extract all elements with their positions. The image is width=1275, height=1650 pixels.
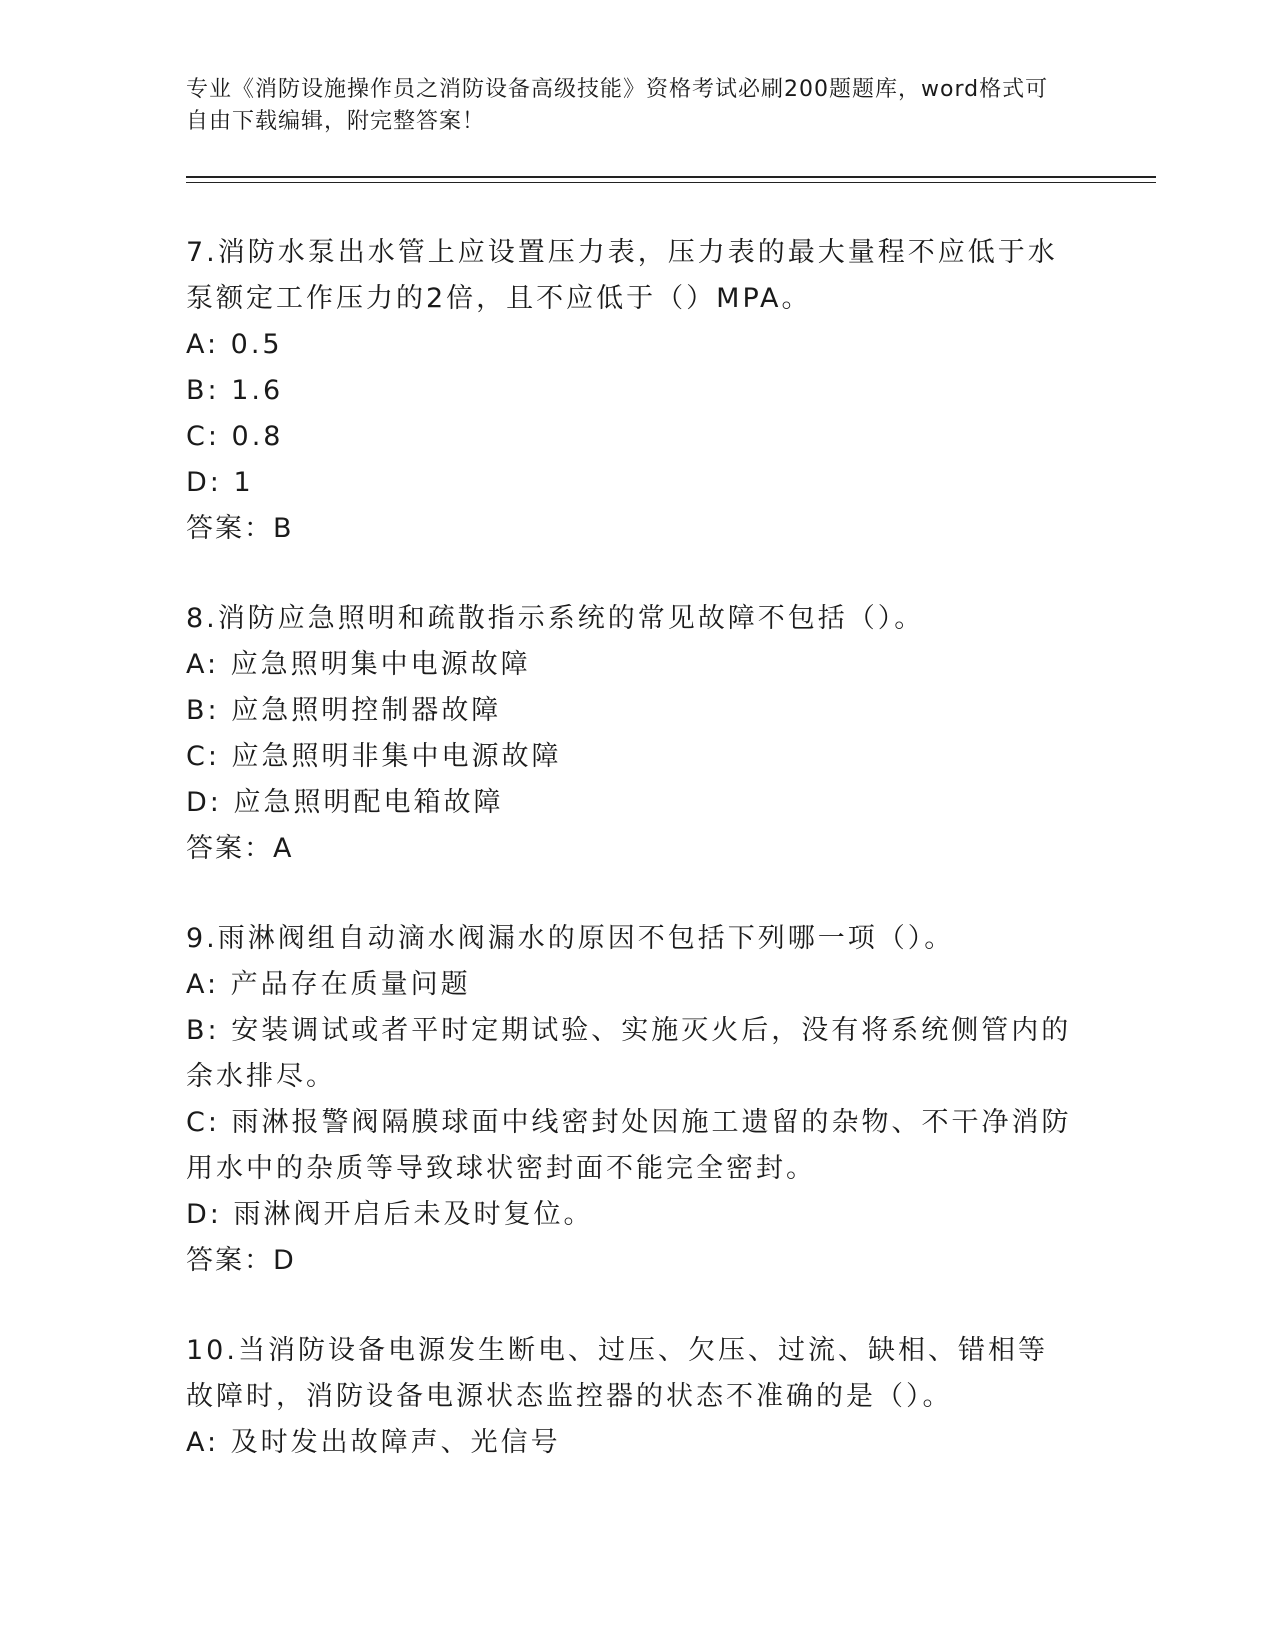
- option-d: D: 1: [186, 467, 254, 498]
- question-list: [186, 230, 1076, 1466]
- answer-text: 答案：A: [186, 833, 294, 864]
- question-9: [186, 916, 1076, 1284]
- question-gap: [186, 1284, 1076, 1328]
- question-10: [186, 1328, 1076, 1466]
- question-gap: [186, 872, 1076, 916]
- header-divider-thick: [186, 176, 1156, 178]
- option-b: B: 应急照明控制器故障: [186, 695, 502, 726]
- option-a: A: 产品存在质量问题: [186, 969, 471, 1000]
- option-a: A: 应急照明集中电源故障: [186, 649, 531, 680]
- question-7: [186, 230, 1076, 552]
- question-stem: 8.消防应急照明和疏散指示系统的常见故障不包括（）。: [186, 603, 925, 634]
- question-stem: 9.雨淋阀组自动滴水阀漏水的原因不包括下列哪一项（）。: [186, 923, 955, 954]
- document-header: 专业《消防设施操作员之消防设备高级技能》资格考试必刷200题题库，word格式可自由下载编辑，附完整答案！: [186, 77, 1049, 134]
- header-divider-thin: [186, 182, 1156, 183]
- option-c: C: 应急照明非集中电源故障: [186, 741, 562, 772]
- question-8: [186, 596, 1076, 872]
- answer-text: 答案：B: [186, 513, 294, 544]
- option-b: B: 安装调试或者平时定期试验、实施灭火后，没有将系统侧管内的余水排尽。: [186, 1015, 1072, 1092]
- question-gap: [186, 552, 1076, 596]
- option-d: D: 应急照明配电箱故障: [186, 787, 504, 818]
- option-a: A: 0.5: [186, 329, 283, 360]
- question-stem: 7.消防水泵出水管上应设置压力表，压力表的最大量程不应低于水泵额定工作压力的2倍，且不应低于（）MPA。: [186, 237, 1058, 314]
- option-c: C: 雨淋报警阀隔膜球面中线密封处因施工遗留的杂物、不干净消防用水中的杂质等导致球状密封面不能完全密封。: [186, 1107, 1072, 1184]
- option-d: D: 雨淋阀开启后未及时复位。: [186, 1199, 594, 1230]
- option-a: A: 及时发出故障声、光信号: [186, 1427, 561, 1458]
- answer-text: 答案：D: [186, 1245, 296, 1276]
- option-b: B: 1.6: [186, 375, 284, 406]
- option-c: C: 0.8: [186, 421, 284, 452]
- question-stem: 10.当消防设备电源发生断电、过压、欠压、过流、缺相、错相等故障时，消防设备电源状态监控器的状态不准确的是（）。: [186, 1335, 1048, 1412]
